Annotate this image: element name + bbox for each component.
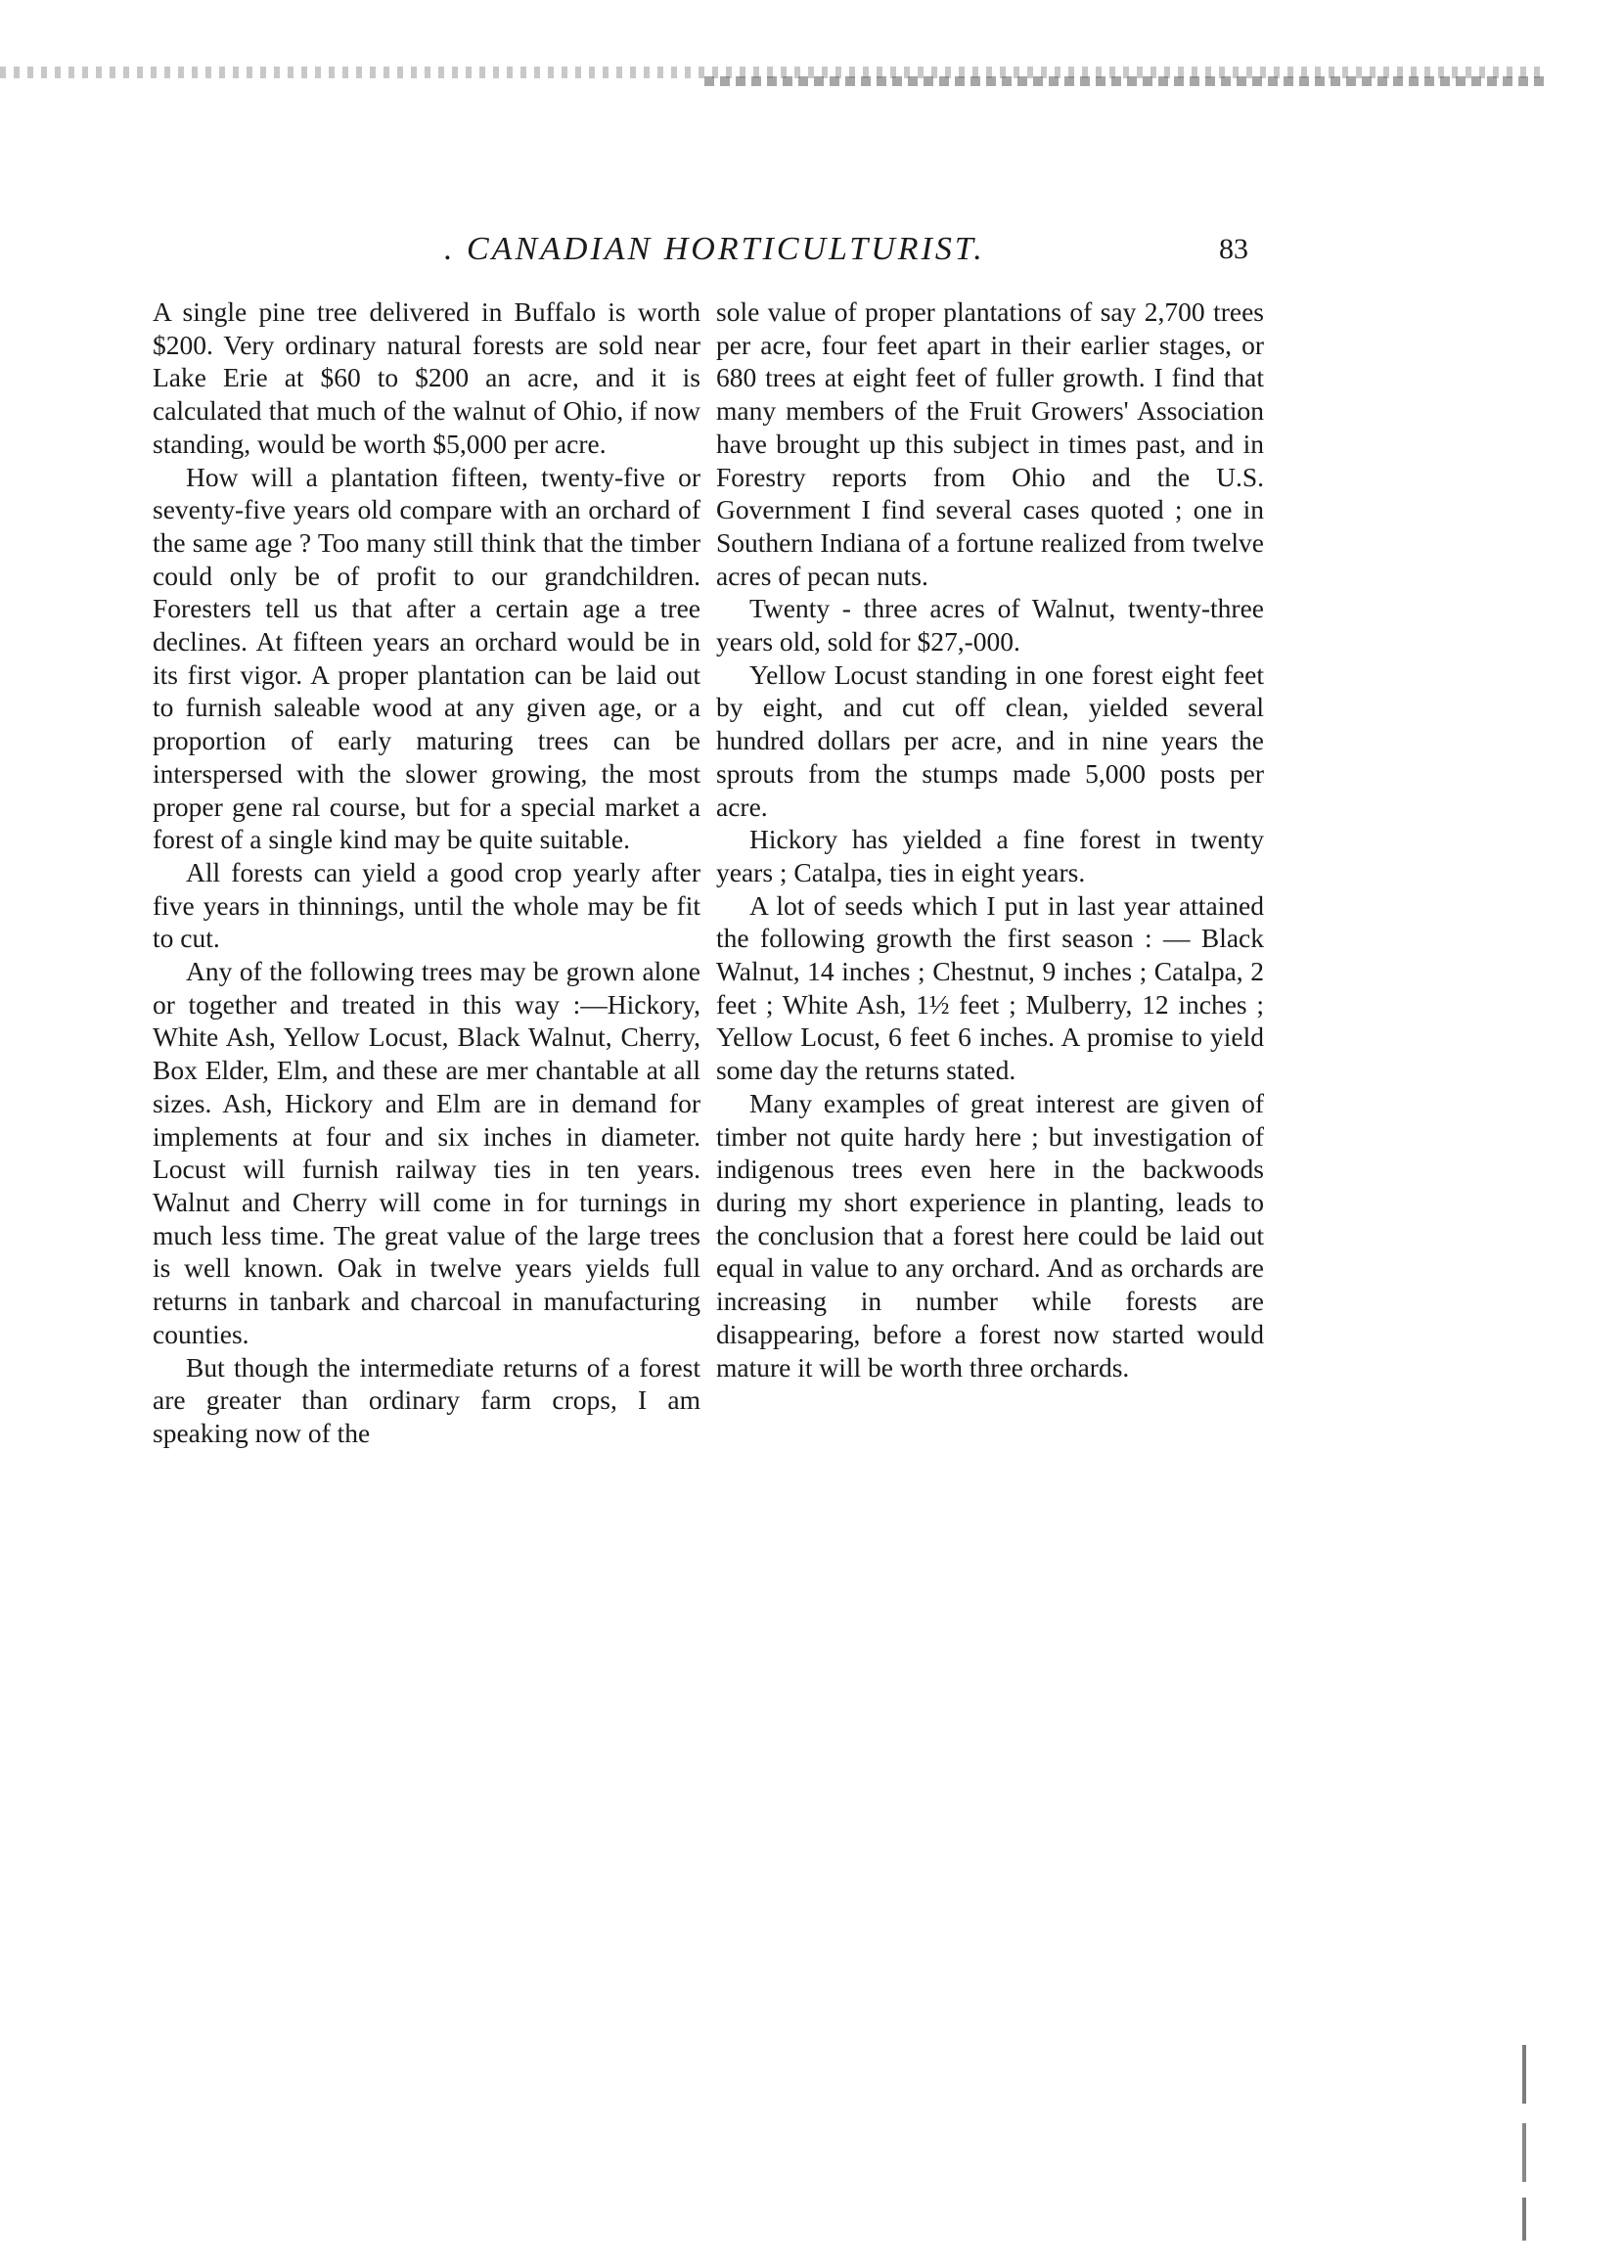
page-header bbox=[153, 231, 1248, 274]
right-column bbox=[716, 295, 1264, 1383]
paragraph: Twenty - three acres of Walnut, twenty-three years old, sold for $27,-000. bbox=[716, 593, 1264, 658]
paragraph: A single pine tree delivered in Buffalo is worth $200. Very ordinary natural forests are sold near Lake Erie at $60 to $200 an acre, and it is calculated that much of the walnut of Ohio, if now standing, would be worth $5,000 per acre. bbox=[153, 296, 700, 459]
page-number: 83 bbox=[1219, 233, 1248, 265]
left-column bbox=[153, 295, 700, 1450]
paragraph: Many examples of great interest are given of timber not quite hardy here ; but investigation of indigenous trees even here in the backwoods during my short experience in planting, leads to the conclusion that a forest here could be laid out equal in value to any orchard. And as orchards are increasing in number while forests are disappearing, before a forest now started would mature it will be worth three orchards. bbox=[716, 1087, 1264, 1383]
paragraph: Any of the following trees may be grown alone or together and treated in this way :—Hickory, White Ash, Yellow Locust, Black Walnut, Cherry, Box Elder, Elm, and these are mer chantable at all sizes. Ash, Hickory and Elm are in demand for implements at four and six inches in diameter. Locust will furnish railway ties in ten years. Walnut and Cherry will come in for turnings in much less time. The great value of the large trees is well known. Oak in twelve years yields full returns in tanbark and charcoal in manufacturing counties. bbox=[153, 956, 700, 1349]
paragraph: sole value of proper plantations of say 2,700 trees per acre, four feet apart in their earlier stages, or 680 trees at eight feet of fuller growth. I find that many members of the Fruit Growers' Association have brought up this subject in times past, and in Forestry reports from Ohio and the U.S. Government I find several cases quoted ; one in Southern Indiana of a fortune realized from twelve acres of pecan nuts. bbox=[716, 296, 1264, 591]
paragraph: All forests can yield a good crop yearly after five years in thinnings, until the whole may be fit to cut. bbox=[153, 856, 700, 954]
paragraph: How will a plantation fifteen, twenty-five or seventy-five years old compare with an orchard of the same age ? Too many still think that the timber could only be of profit to our grandchildren. Foresters tell us that after a certain age a tree declines. At fifteen years an orchard would be in its first vigor. A proper plantation can be laid out to furnish saleable wood at any given age, or a proportion of early maturing trees can be interspersed with the slower growing, the most proper gene ral course, but for a special market a forest of a single kind may be quite suitable. bbox=[153, 461, 700, 855]
paragraph: But though the intermediate returns of a forest are greater than ordinary farm crops, I am speaking now of the bbox=[153, 1351, 700, 1448]
paragraph: Hickory has yielded a fine forest in twenty years ; Catalpa, ties in eight years. bbox=[716, 824, 1264, 887]
scan-edge-top-right bbox=[704, 76, 1546, 86]
scan-margin-mark bbox=[1522, 2045, 1526, 2241]
paragraph: Yellow Locust standing in one forest eight feet by eight, and cut off clean, yielded several hundred dollars per acre, and in nine years the sprouts from the stumps made 5,000 posts per acre. bbox=[716, 658, 1264, 822]
running-title: . CANADIAN HORTICULTURIST. bbox=[444, 231, 985, 267]
paragraph: A lot of seeds which I put in last year attained the following growth the first season : — Black Walnut, 14 inches ; Chestnut, 9 inches ; Catalpa, 2 feet ; White Ash, 1½ feet ; Mulberry, 12 inches ; Yellow Locust, 6 feet 6 inches. A promise to yield some day the returns stated. bbox=[716, 889, 1264, 1086]
